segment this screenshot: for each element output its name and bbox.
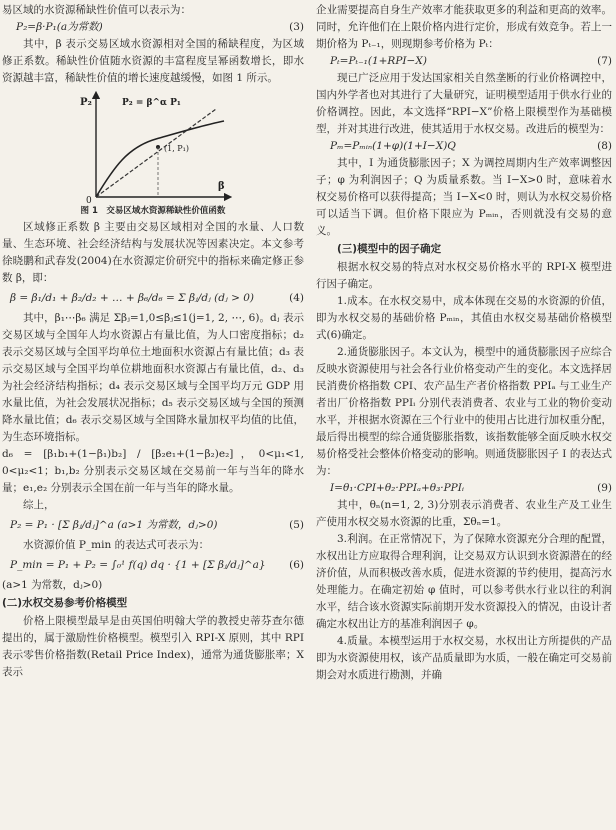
equation-number: (7)	[597, 55, 612, 67]
equation-formula: I=θ₁·CPI+θ₂·PPIₐ+θ₃·PPIᵢ	[330, 482, 465, 494]
section-heading: (三)模型中的因子确定	[337, 243, 442, 255]
paragraph: 其中，I 为通货膨胀因子；X 为调控周期内生产效率调整因子；φ 为利润因子；Q 为质量系数。当 I−X>0 时，意味着水权交易价格可以获得提高；当 I−X<0 时，则认为水权交易价格可以适当下调。但价格下限应为 Pₘᵢₙ，否则就没有交易的意义。	[316, 157, 612, 237]
linear-line	[96, 109, 216, 197]
equation-formula: P_min = P₁ + P₂ = ∫₀¹ f(q) dq · {1 + [Σ βⱼ/dⱼ]^a}	[10, 559, 266, 571]
equation-formula: β = β₁/d₁ + β₂/d₂ + … + β₆/d₆ = Σ βⱼ/dⱼ (dⱼ > 0)	[10, 292, 254, 304]
right-column	[316, 2, 612, 684]
paragraph: 区域修正系数 β 主要由交易区域相对全国的水量、人口数量、生态环境、社会经济结构与发展状况等因素决定。本文参考徐晓鹏和武春发(2004)在水资源定价研究中的指标来确定修正参数 β，即：	[2, 221, 304, 284]
paragraph: 水资源价值 P_min 的表达式可表示为：	[23, 539, 210, 551]
equation-3	[2, 19, 304, 36]
y-axis-label: P₂	[80, 97, 92, 108]
paragraph: 综上，	[23, 499, 55, 511]
paragraph: 2.通货膨胀因子。本文认为，模型中的通货膨胀因子应综合反映水资源使用与社会各行业价格变动产生的变化。本文选择居民消费价格指数 CPI、农产品生产者价格指数 PPIₐ 与工业生产者出厂价格指数 PPIᵢ 分别代表消费者、农业与工业的物价变动水平，并根据水资源在三个行业中的使用占比进行加权重分配，最后得出模型的综合通货膨胀指数，该指数能够全面反映水权交易价格受社会整体价格变动的影响。则通货膨胀因子 I 的表达式为：	[316, 346, 612, 477]
scarcity-value-chart	[66, 89, 236, 205]
left-column	[2, 2, 304, 681]
paragraph: 3.利润。在正常情况下，为了保障水资源充分合理的配置，水权出让方应取得合理利润，让交易双方认识到水资源潜在的经济价值，从而积极改善水质，促进水资源的节约使用，提高污水处理能力。在确定初始 φ 值时，可以参考供水行业以往的利润水平，结合该水资源实际前期开发水资源投入的情况，由设计者确定水权出让方的基准利润因子 φ。	[316, 533, 612, 630]
point-label: (1, P₁)	[164, 144, 190, 153]
x-axis-label: β	[218, 181, 225, 192]
equation-8	[316, 138, 612, 155]
equation-formula: P₂ = P₁ · [Σ βⱼ/dⱼ]^a (a>1 为常数，dⱼ>0)	[10, 519, 218, 531]
figure-1	[2, 89, 304, 205]
paragraph: (a>1 为常数，dⱼ>0)	[2, 579, 103, 591]
paragraph: 4.质量。本模型运用于水权交易，水权出让方所提供的产品即为水资源使用权，该产品质量即为水质，一般在确定可交易前期会对水质进行勘测，并确	[316, 635, 612, 681]
figure-caption: 图 1 交易区域水资源稀缺性价值函数	[80, 206, 226, 216]
equation-number: (8)	[597, 140, 612, 152]
equation-formula: Pₘ=Pₘᵢₙ(1+φ)(1+I−X)Q	[330, 140, 456, 152]
power-curve	[96, 121, 224, 197]
origin-label: 0	[86, 196, 92, 205]
equation-number: (4)	[289, 292, 304, 304]
equation-4	[2, 290, 304, 307]
paragraph: 其中，β 表示交易区域水资源相对全国的稀缺程度，为区域修正系数。稀缺性价值随水资源的丰富程度呈幂函数增长，即水资源越丰富，稀缺性价值的增长速度越缓慢，如图 1 所示。	[2, 38, 304, 84]
curve-label: P₂ = β^α P₁	[122, 98, 181, 108]
paragraph: 其中，β₁⋯β₆ 满足 Σβⱼ=1,0≤βⱼ≤1(j=1, 2, ⋯, 6)。dⱼ 表示交易区域与全国年人均水资源占有量比值，为人口密度指标；d₂ 表示交易区域与全国平均单位土地面积水资源占有量比值；d₃ 表示交易区域与全国平均单位耕地面积水资源占有量比值，d₂、d₃ 为社会经济结构指标；d₄ 表示交易区域与全国平均万元 GDP 用水量比值，为社会发展状况指标；d₅ 表示交易区域与全国的预测降水量比值；d₆ 表示交易区域与全国降水量加权平均值的比值，为生态环境指标。	[2, 312, 304, 443]
paragraph: 企业需要提高自身生产效率才能获取更多的利益和更高的效率。同时，允许他们在上限价格内进行定价，形成有效竞争。若上一期价格为 Pₜ₋₁，则现期参考价格为 Pₜ：	[316, 4, 612, 50]
equation-formula: P₂=β·P₁(a为常数)	[16, 21, 103, 33]
paragraph: 根据水权交易的特点对水权交易价格水平的 RPI-X 模型进行因子确定。	[316, 261, 612, 290]
paragraph: 价格上限模型最早是由英国伯明翰大学的教授史蒂芬查尔德提出的，属于激励性价格模型。模型引入 RPI-X 原则，其中 RPI 表示零售价格指数(Retail Price Index)，通常为通货膨胀率；X 表示	[2, 615, 304, 678]
paragraph: d₆ = [β₁b₁+(1−β₁)b₂] / [β₂e₁+(1−β₂)e₂]，0<μ₁<1, 0<μ₂<1；b₁,b₂ 分别表示交易区域在交易前一年与当年的降水量；e₁,e₂ 分别表示全国在前一年与当年的降水量。	[2, 448, 304, 494]
equation-9	[316, 480, 612, 497]
equation-7	[316, 53, 612, 70]
equation-number: (5)	[289, 519, 304, 531]
equation-formula: Pₜ=Pₜ₋₁(1+RPI−X)	[330, 55, 427, 67]
paragraph: 易区域的水资源稀缺性价值可以表示为：	[2, 4, 191, 16]
paragraph: 其中，θₙ(n=1, 2, 3)分别表示消费者、农业生产及工业生产使用水权交易水资源的比重，Σθₙ=1。	[316, 499, 612, 528]
equation-number: (3)	[289, 21, 304, 33]
paragraph: 1.成本。在水权交易中，成本体现在交易的水资源的价值，即为水权交易的基础价格 Pₘᵢₙ，其值由水权交易基础价格模型式(6)确定。	[316, 295, 612, 341]
equation-number: (6)	[289, 559, 304, 571]
section-heading: (二)水权交易参考价格模型	[2, 597, 128, 609]
paragraph: 现已广泛应用于发达国家相关自然垄断的行业价格调控中，国内外学者也对其进行了大量研究，证明模型适用于供水行业的价格调控。因此，本文选择“RPI−X”价格上限模型作为基础模型，并对其进行改进，使其适用于水权交易。改进后的模型为：	[316, 72, 612, 135]
equation-5	[2, 517, 304, 534]
equation-number: (9)	[597, 482, 612, 494]
equation-6	[2, 557, 304, 574]
